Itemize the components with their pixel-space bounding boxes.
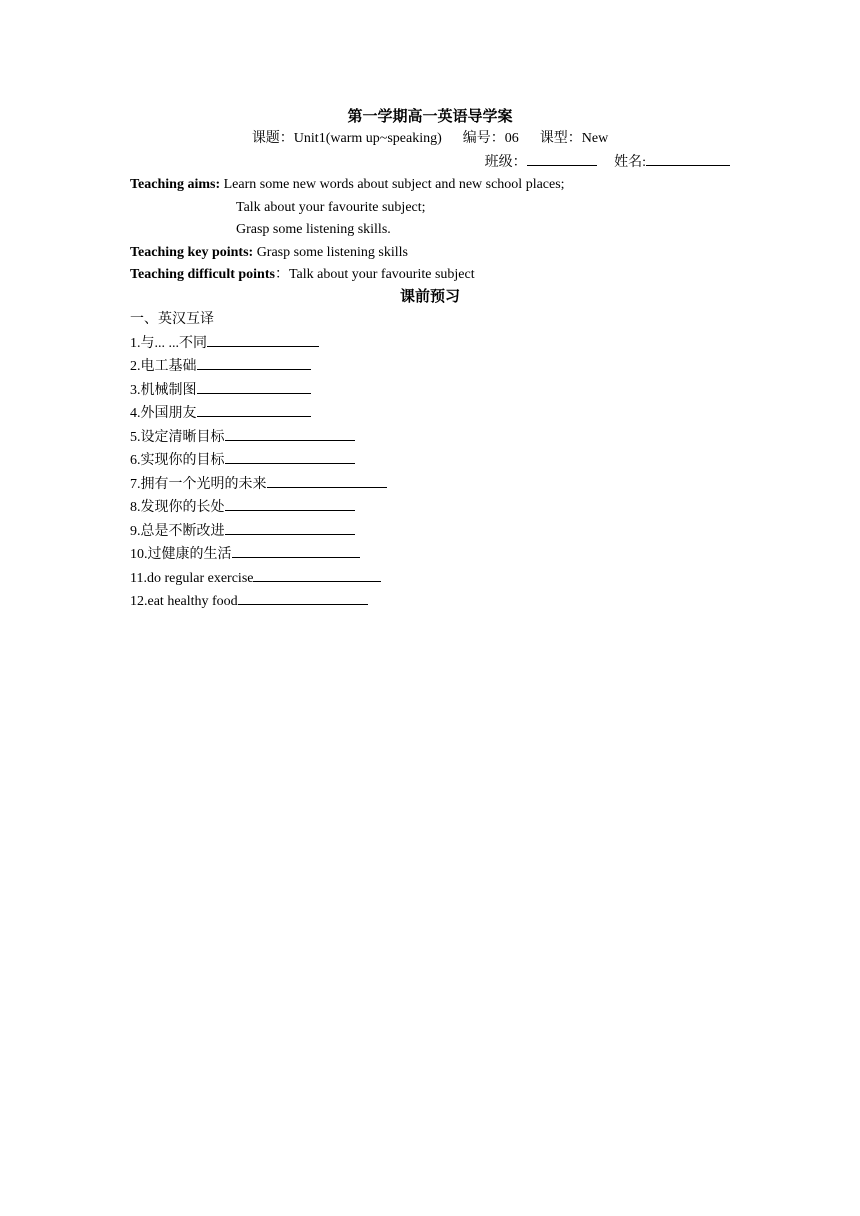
answer-blank[interactable]	[225, 426, 355, 441]
part-heading: 一、英汉互译	[130, 312, 214, 327]
translation-exercises	[130, 309, 387, 614]
key-points-row	[130, 242, 750, 265]
exercise-item: 5.设定清晰目标	[130, 426, 387, 450]
difficult-points-label: Teaching difficult points	[130, 267, 275, 282]
exercise-item: 6.实现你的目标	[130, 449, 387, 473]
exercise-item: 1.与... ...不同	[130, 332, 387, 356]
aims-row	[130, 174, 750, 197]
aims-label: Teaching aims:	[130, 177, 221, 192]
difficult-points-row	[130, 264, 750, 287]
answer-blank[interactable]	[232, 543, 360, 558]
answer-blank[interactable]	[207, 332, 319, 347]
class-label: 班级：	[484, 155, 527, 170]
class-blank	[527, 151, 597, 166]
exercise-item: 10.过健康的生活	[130, 543, 387, 567]
answer-blank[interactable]	[267, 473, 387, 488]
name-label: 姓名:	[614, 155, 646, 170]
exercise-item: 3.机械制图	[130, 379, 387, 403]
answer-blank[interactable]	[197, 355, 311, 370]
answer-blank[interactable]	[225, 496, 355, 511]
class-name-line	[485, 151, 730, 173]
exercise-item: 11.do regular exercise	[130, 567, 387, 591]
exercise-item: 12.eat healthy food	[130, 590, 387, 614]
document-title: 第一学期高一英语导学案	[347, 107, 513, 125]
aims-row-3: Grasp some listening skills.	[236, 222, 391, 237]
aims-row-2: Talk about your favourite subject;	[236, 199, 426, 215]
aims-text-1: Learn some new words about subject and new school places;	[220, 177, 565, 192]
preview-section-title: 课前预习	[399, 287, 460, 305]
key-points-label: Teaching key points:	[130, 244, 254, 260]
answer-blank[interactable]	[225, 520, 355, 535]
key-points-text: Grasp some listening skills	[253, 244, 408, 260]
lesson-topic: 课题：Unit1(warm up~speaking)	[251, 131, 442, 146]
name-blank	[646, 151, 730, 166]
lesson-meta-line	[0, 129, 860, 149]
lesson-number: 编号：06	[462, 131, 519, 146]
exercise-item: 9.总是不断改进	[130, 520, 387, 544]
exercise-item: 8.发现你的长处	[130, 496, 387, 520]
answer-blank[interactable]	[197, 379, 311, 394]
answer-blank[interactable]	[197, 402, 311, 417]
exercise-item: 2.电工基础	[130, 355, 387, 379]
answer-blank[interactable]	[253, 567, 381, 582]
teaching-aims-block	[130, 174, 750, 287]
answer-blank[interactable]	[238, 590, 368, 605]
lesson-type: 课型：New	[539, 131, 609, 146]
difficult-points-text: ：Talk about your favourite subject	[274, 267, 475, 282]
exercise-item: 7.拥有一个光明的未来	[130, 473, 387, 497]
answer-blank[interactable]	[225, 449, 355, 464]
exercise-item: 4.外国朋友	[130, 402, 387, 426]
